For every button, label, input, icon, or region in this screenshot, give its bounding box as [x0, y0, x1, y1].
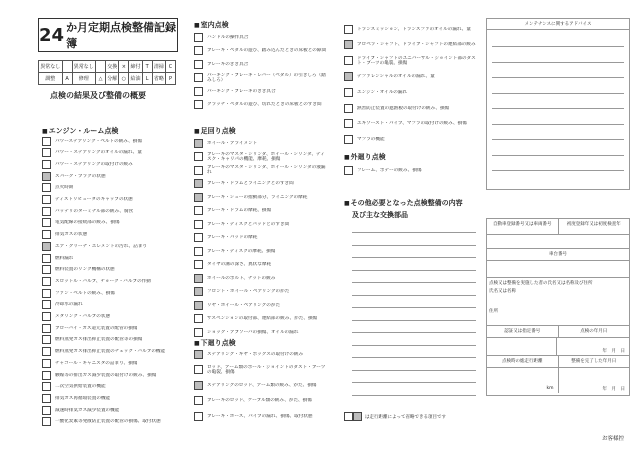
check-item-label: ブレーキのマスタ・シリンダ、ホイール・シリンダ、ディスク・キャリパの機能、摩耗、損傷 — [207, 151, 325, 162]
check-item-label: ショック・アブソーバの損傷、オイルの漏れ — [207, 329, 299, 335]
check-item-label: スロットル・バルブ、チョーク・バルブの作動 — [55, 278, 151, 284]
check-item — [42, 299, 83, 311]
footnote — [344, 412, 446, 421]
check-item — [42, 357, 137, 369]
note-line — [352, 270, 476, 271]
check-item — [344, 102, 477, 114]
check-item — [42, 194, 133, 206]
checkbox[interactable] — [344, 72, 353, 81]
check-item — [194, 245, 327, 257]
check-item-label: パワー・ステアリングの取付けの緩み — [55, 161, 133, 167]
legend-cell: 締付 — [129, 61, 142, 73]
checkbox[interactable] — [194, 206, 203, 215]
footnote-text: は走行距離によって省略できる項目です — [365, 414, 446, 420]
check-item — [344, 55, 477, 67]
checkbox[interactable] — [42, 347, 51, 356]
note-line — [352, 282, 476, 283]
check-item-label: チャコール・キャニスタの詰まり、損傷 — [55, 360, 138, 366]
check-item-label: ファン・ベルトの緩み、損傷 — [55, 290, 115, 296]
legend-cell: 異常なし — [39, 61, 63, 73]
checkbox[interactable] — [194, 100, 203, 109]
check-item — [194, 410, 327, 422]
checkbox[interactable] — [42, 242, 51, 251]
check-item-label: 燃料蒸発ガス排出抑止装置の配管等の損傷 — [55, 337, 143, 343]
check-item-label: 熱害防止装置の遮熱板の取付けの緩み、損傷 — [357, 105, 450, 111]
advice-box — [486, 18, 630, 190]
check-item — [194, 379, 327, 391]
check-item — [42, 369, 156, 381]
legend-cell: ○ — [119, 73, 129, 85]
note-line — [352, 332, 476, 333]
check-item-label: パワーステアリング・ベルトの緩み、損傷 — [55, 138, 142, 144]
checkbox[interactable] — [42, 195, 51, 204]
legend-row — [39, 61, 176, 73]
check-item-label: ステアリング・ギヤ・ボックスの取付けの緩み — [207, 351, 304, 357]
check-item — [194, 259, 327, 271]
check-item — [194, 191, 327, 203]
chassis-number-label: 車台番号 — [487, 249, 629, 261]
checkbox[interactable] — [42, 394, 51, 403]
checkbox[interactable] — [42, 265, 51, 274]
checkbox[interactable] — [42, 172, 51, 181]
title-number: 24 — [39, 24, 65, 46]
legend-cell: 修理 — [72, 73, 96, 85]
check-item-label: ブレーキのきき具合 — [207, 61, 249, 67]
legend-cell: 清掃 — [152, 61, 165, 73]
check-item — [194, 137, 327, 149]
legend-cell: × — [119, 61, 129, 73]
checkbox[interactable] — [42, 382, 51, 391]
check-item-label: エンジン・オイルの漏れ — [357, 89, 408, 95]
check-item-label: サスペンションの取付部、連結部の緩み、がた、損傷 — [207, 316, 318, 321]
interior-section-heading: ■ 室内点検 — [194, 20, 229, 30]
legend-row — [39, 73, 176, 85]
check-item — [194, 72, 327, 84]
completion-date-label: 整備を完了した年月日 — [571, 359, 617, 364]
check-item — [344, 70, 477, 82]
checkbox[interactable] — [42, 230, 51, 239]
engine-section-heading: ■ エンジン・ルーム点検 — [42, 126, 118, 136]
check-item — [194, 395, 327, 407]
check-item-label: バッテリのターミナル部の緩み、腐食 — [55, 208, 134, 214]
foot-section-heading: ■ 足回り点検 — [194, 126, 236, 136]
check-item — [42, 182, 73, 194]
checkbox[interactable] — [194, 381, 203, 390]
note-line — [352, 370, 476, 371]
check-item — [344, 134, 477, 146]
checkbox[interactable] — [42, 300, 51, 309]
check-item — [344, 39, 477, 51]
checkbox[interactable] — [194, 193, 203, 202]
check-item — [42, 240, 147, 252]
checkbox[interactable] — [42, 312, 51, 321]
check-item — [194, 164, 327, 176]
check-item-label: ステアリングのロッド、アーム類の緩み、がた、損傷 — [207, 382, 317, 388]
advice-title: メンテナンスに関するアドバイス — [487, 19, 629, 30]
checkbox[interactable] — [42, 254, 51, 263]
check-item — [194, 348, 327, 360]
checkbox[interactable] — [42, 371, 51, 380]
checkbox[interactable] — [344, 104, 353, 113]
note-line — [352, 232, 476, 233]
certification-number-label: 認証又は指定番号 — [487, 326, 559, 337]
checkbox[interactable] — [344, 135, 353, 144]
check-item-label: フレーム、ボデーの緩み、損傷 — [357, 167, 422, 173]
check-item — [42, 311, 110, 323]
check-item-label: 電気配線の接続部の緩み、損傷 — [55, 220, 120, 226]
advice-line — [492, 77, 624, 78]
check-item-label: ブレーキのロッド、ケーブル類の緩み、がた、損傷 — [207, 398, 312, 403]
check-item-label: フロント・ホイール・ベアリングのがた — [207, 289, 290, 294]
checkbox[interactable] — [194, 365, 203, 374]
check-item-label: スパーク・プラグの状態 — [55, 173, 106, 179]
check-item-label: ブレーキ・ドラムの摩耗、損傷 — [207, 208, 272, 213]
check-item — [194, 232, 327, 244]
check-item — [42, 252, 73, 264]
check-item — [42, 287, 115, 299]
checkbox[interactable] — [194, 274, 203, 283]
inspection-date-label: 点検の年月日 — [580, 329, 608, 334]
checkbox[interactable] — [194, 412, 203, 421]
check-item — [194, 45, 327, 57]
legend-cell: 異常なし — [72, 61, 96, 73]
checkbox[interactable] — [42, 406, 51, 415]
check-item-label: 二次空気供給装置の機能 — [55, 384, 106, 390]
checkbox[interactable] — [42, 335, 51, 344]
check-item-label: 燃料漏れ — [55, 255, 74, 261]
checkbox[interactable] — [194, 287, 203, 296]
legend-cell: 調整 — [39, 73, 63, 85]
advice-line — [492, 170, 624, 171]
check-item-label: デファレンシャルのオイルの漏れ、量 — [357, 73, 435, 79]
legend-cell: 分解 — [106, 73, 119, 85]
other-section-subheading: 及び主な交換部品 — [352, 211, 408, 219]
checkbox[interactable] — [194, 179, 203, 188]
form-row — [487, 219, 629, 235]
record-form — [486, 218, 630, 396]
checkbox[interactable] — [194, 314, 203, 323]
checkbox[interactable] — [42, 324, 51, 333]
check-item-label: 一酸化炭素等発散防止装置の配管の損傷、取付状態 — [55, 419, 161, 425]
check-item — [42, 392, 110, 404]
checkbox[interactable] — [194, 233, 203, 242]
outer-section-heading: ■ 外廻り点検 — [344, 152, 386, 162]
checkbox[interactable] — [344, 40, 353, 49]
mileage-value: km — [487, 368, 559, 393]
checkbox[interactable] — [194, 87, 203, 96]
advice-line — [492, 124, 624, 125]
check-item-label: ホイールのボルト、ナットの緩み — [207, 275, 276, 281]
check-item — [194, 272, 327, 284]
legend-cell: △ — [96, 73, 106, 85]
check-item-label: 触媒等の排出ガス減少装置の取付けの緩み、損傷 — [55, 372, 157, 378]
check-item-label: 排気ガスの状態 — [55, 232, 88, 238]
checkbox[interactable] — [42, 148, 51, 157]
inspector-address-label: 住所 — [489, 309, 498, 314]
inspector-name-label: 氏名又は名称 — [489, 289, 516, 294]
check-item — [42, 217, 120, 229]
check-item — [344, 164, 422, 176]
check-item — [194, 299, 327, 311]
check-item-label: ブレーキのマスタ・シリンダ、ホイール・シリンダの液漏れ — [207, 165, 326, 175]
check-item-label: リヤ・ホイール・ベアリングのがた — [207, 302, 281, 308]
check-item — [42, 147, 142, 159]
check-item-label: ブレーキ・ホース、パイプの漏れ、損傷、取付状態 — [207, 413, 313, 419]
legend-cell: C — [166, 61, 176, 73]
check-item-label: トランスミッション、トランスファのオイルの漏れ、量 — [357, 26, 471, 32]
check-item-label: 減速時排気ガス減少装置の機能 — [55, 407, 120, 413]
legend-cell: L — [142, 73, 152, 85]
checkbox[interactable] — [194, 301, 203, 310]
checkbox[interactable] — [194, 73, 203, 82]
check-item-label: ブレーキ・ディスクの摩耗、損傷 — [207, 248, 276, 254]
note-line — [352, 245, 476, 246]
check-item — [42, 381, 106, 393]
check-item-label: パーキング・ブレーキ・レバー（ペダル）の引きしろ（踏みしろ） — [207, 72, 326, 83]
form-row — [487, 367, 629, 393]
note-line — [352, 307, 476, 308]
checkbox[interactable] — [194, 166, 203, 175]
footnote-gray-box — [353, 412, 362, 421]
checkbox[interactable] — [194, 220, 203, 229]
customer-copy-label: お客様控 — [601, 436, 624, 442]
advice-line — [492, 155, 624, 156]
checkbox[interactable] — [42, 359, 51, 368]
results-subtitle: 点検の結果及び整備の概要 — [50, 91, 146, 100]
check-item — [344, 118, 477, 130]
advice-line — [492, 108, 624, 109]
checkbox[interactable] — [344, 25, 353, 34]
check-item — [194, 99, 327, 111]
check-item — [194, 58, 327, 70]
check-item — [42, 404, 119, 416]
legend-cell: T — [142, 61, 152, 73]
check-item — [194, 364, 327, 376]
check-item — [42, 264, 115, 276]
legend-cell — [96, 61, 106, 73]
document-title — [38, 18, 178, 52]
check-item — [42, 135, 142, 147]
completion-date-value: 年 月 日 — [602, 387, 625, 392]
checkbox[interactable] — [194, 260, 203, 269]
legend-table — [38, 60, 176, 85]
under-section-heading: ■ 下廻り点検 — [194, 338, 236, 348]
title-text: か月定期点検整備記録簿 — [66, 21, 177, 50]
form-row — [487, 235, 629, 249]
check-item — [194, 218, 327, 230]
checkbox[interactable] — [194, 152, 203, 161]
checkbox[interactable] — [42, 137, 51, 146]
check-item — [194, 151, 327, 163]
checkbox[interactable] — [42, 289, 51, 298]
checkbox[interactable] — [194, 33, 203, 42]
note-line — [352, 257, 476, 258]
check-item — [194, 313, 327, 325]
checkbox[interactable] — [194, 396, 203, 405]
mileage-label: 点検時の総走行距離 — [487, 356, 559, 367]
check-item — [42, 275, 151, 287]
check-item — [194, 85, 327, 97]
check-item-label: ドライブ・シャフトのユニバーサル・ジョイント部のダスト・ブーツの亀裂、損傷 — [357, 55, 476, 66]
check-item-label: ブレーキ・ディスクとパッドとのすき間 — [207, 221, 290, 227]
inspector-block — [487, 277, 629, 325]
check-item-label: ディストリビュータのキャップの状態 — [55, 197, 133, 202]
advice-line — [492, 62, 624, 63]
other-section-heading: ■ その他必要となった点検整備の内容 — [344, 198, 463, 208]
note-line — [352, 345, 476, 346]
check-item-label: ブレーキ・ペダルの遊び、踏み込んだときの床板との隙間 — [207, 48, 327, 53]
check-item — [42, 334, 142, 346]
check-item-label: ロッド、アーム類のボール・ジョイントのダスト・ブーツの亀裂、損傷 — [207, 364, 326, 375]
check-item-label: 点火時期 — [55, 185, 74, 191]
checkbox[interactable] — [194, 139, 203, 148]
check-item — [194, 205, 327, 217]
check-item-label: ブレーキ・シューの摺動部分、ライニングの摩耗 — [207, 194, 308, 200]
form-row — [487, 337, 629, 355]
checkbox[interactable] — [194, 328, 203, 337]
check-item-label: ブローバイ・ガス還元装置の配管の損傷 — [55, 325, 138, 331]
checkbox[interactable] — [194, 46, 203, 55]
checkbox[interactable] — [42, 160, 51, 169]
check-item — [194, 31, 327, 43]
check-item — [194, 286, 327, 298]
form-row — [487, 261, 629, 277]
checkbox[interactable] — [194, 60, 203, 69]
check-item-label: クラッチ・ペダルの遊び、切れたときの床板とのすき間 — [207, 102, 322, 107]
certification-number-value — [487, 338, 557, 355]
checkbox[interactable] — [42, 183, 51, 192]
note-line — [352, 395, 476, 396]
registration-number-label: 自動車登録番号又は車両番号 — [487, 219, 559, 234]
check-item — [42, 170, 106, 182]
footnote-white-box — [344, 412, 353, 421]
checkbox[interactable] — [344, 119, 353, 128]
note-line — [352, 320, 476, 321]
check-item-label: タイヤの溝の深さ、異状な摩耗 — [207, 262, 272, 267]
check-item-label: ハンドルの操作具合 — [207, 34, 249, 40]
check-item-label: 燃料蒸発ガス排出抑止装置のチェック・バルブの機能 — [55, 349, 166, 355]
check-item-label: ブレーキ・ドラムとライニングとのすき間 — [207, 181, 294, 186]
legend-cell: P — [166, 73, 176, 85]
check-item — [344, 86, 477, 98]
check-item-label: エキゾースト・パイプ、マフラの取付けの緩み、損傷 — [357, 121, 467, 127]
note-line — [352, 295, 476, 296]
check-item — [42, 346, 165, 358]
check-item-label: エア・クリーナ・エレメントの汚れ、詰まり — [55, 243, 148, 249]
check-item-label: パワー・ステアリングのオイルの漏れ、量 — [55, 150, 142, 156]
check-item — [42, 205, 133, 217]
check-item — [344, 23, 477, 35]
check-item-label: マフラの機能 — [357, 137, 385, 143]
inspection-date-value: 年 月 日 — [602, 349, 625, 354]
check-item — [194, 326, 327, 338]
check-item — [42, 158, 133, 170]
legend-cell: 省略 — [152, 73, 165, 85]
check-item-label: 燃料装置のリンク機構の状態 — [55, 267, 115, 273]
check-item-label: プロペラ・シャフト、ドライブ・シャフトの連結部の緩み — [357, 42, 476, 48]
checkbox[interactable] — [344, 56, 353, 65]
form-row — [487, 325, 629, 337]
check-item-label: メタリング・バルブの状態 — [55, 314, 111, 319]
check-item — [194, 178, 327, 190]
check-item — [42, 322, 137, 334]
first-registration-label: 初度登録年又は初度検査年 — [566, 222, 621, 227]
check-item-label: パーキング・ブレーキのきき具合 — [207, 88, 276, 94]
check-item — [42, 416, 161, 428]
checkbox[interactable] — [42, 417, 51, 426]
legend-cell — [62, 61, 72, 73]
advice-line — [492, 139, 624, 140]
check-item — [42, 229, 87, 241]
check-item-label: 排気ガス再循環装置の機能 — [55, 395, 111, 401]
note-line — [352, 357, 476, 358]
form-row — [487, 355, 629, 367]
checkbox[interactable] — [42, 277, 51, 286]
check-item-label: ホイール・アライメント — [207, 140, 258, 146]
check-item-label: 冷却水の漏れ — [55, 302, 83, 308]
checkbox[interactable] — [194, 350, 203, 359]
legend-cell: 給油 — [129, 73, 142, 85]
inspector-label: 点検又は整備を実施した者の氏名又は名称及び住所 — [489, 281, 593, 286]
advice-line — [492, 46, 624, 47]
check-item-label: ブレーキ・パッドの摩耗 — [207, 235, 258, 240]
checkbox[interactable] — [42, 218, 51, 227]
checkbox[interactable] — [344, 166, 353, 175]
checkbox[interactable] — [194, 247, 203, 256]
advice-line — [492, 93, 624, 94]
checkbox[interactable] — [344, 88, 353, 97]
note-line — [352, 382, 476, 383]
checkbox[interactable] — [42, 207, 51, 216]
legend-cell: A — [62, 73, 72, 85]
legend-cell: 交換 — [106, 61, 119, 73]
